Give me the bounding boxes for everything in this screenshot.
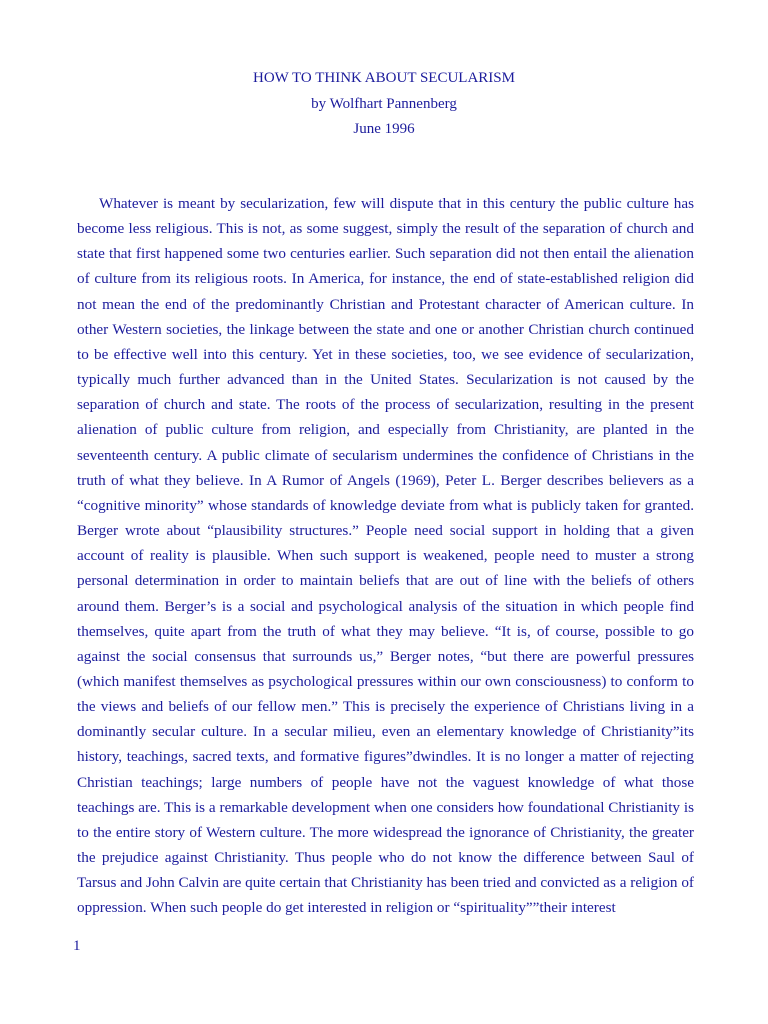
document-title: HOW TO THINK ABOUT SECULARISM	[253, 70, 515, 86]
document-header	[0, 66, 768, 143]
document-byline: by Wolfhart Pannenberg	[311, 95, 457, 112]
page-number: 1	[73, 938, 81, 954]
body-paragraph: Whatever is meant by secularization, few will dispute that in this century the public culture has become less religious. This is not, as some suggest, simply the result of the separation of church and state that first happened some two centuries earlier. Such separation did not then entail the alienation of culture from its religious roots. In America, for instance, the end of state-established religion did not mean the end of the predominantly Christian and Protestant character of American culture. In other Western societies, the linkage between the state and one or another Christian church continued to be effective well into this century. Yet in these societies, too, we see evidence of secularization, typically much further advanced than in the United States. Secularization is not caused by the separation of church and state. The roots of the process of secularization, resulting in the present alienation of public culture from religion, and especially from Christianity, are planted in the seventeenth century. A public climate of secularism undermines the confidence of Christians in the truth of what they believe. In A Rumor of Angels (1969), Peter L. Berger describes believers as a “cognitive minority” whose standards of knowledge deviate from what is publicly taken for granted. Berger wrote about “plausibility structures.” People need social support in holding that a given account of reality is plausible. When such support is weakened, people need to muster a strong personal determination in order to maintain beliefs that are out of line with the beliefs of others around them. Berger’s is a social and psychological analysis of the situation in which people find themselves, quite apart from the truth of what they may believe. “It is, of course, possible to go against the social consensus that surrounds us,” Berger notes, “but there are powerful pressures (which manifest themselves as psychological pressures within our own consciousness) to conform to the views and beliefs of our fellow men.” This is precisely the experience of Christians living in a dominantly secular culture. In a secular milieu, even an elementary knowledge of Christianity”its history, teachings, sacred texts, and formative figures”dwindles. It is no longer a matter of rejecting Christian teachings; large numbers of people have not the vaguest knowledge of what those teachings are. This is a remarkable development when one considers how foundational Christianity is to the entire story of Western culture. The more widespread the ignorance of Christianity, the greater the prejudice against Christianity. Thus people who do not know the difference between Saul of Tarsus and John Calvin are quite certain that Christianity has been tried and convicted as a religion of oppression. When such people do get interested in religion or “spirituality””their interest	[77, 195, 694, 917]
document-date: June 1996	[353, 121, 415, 137]
